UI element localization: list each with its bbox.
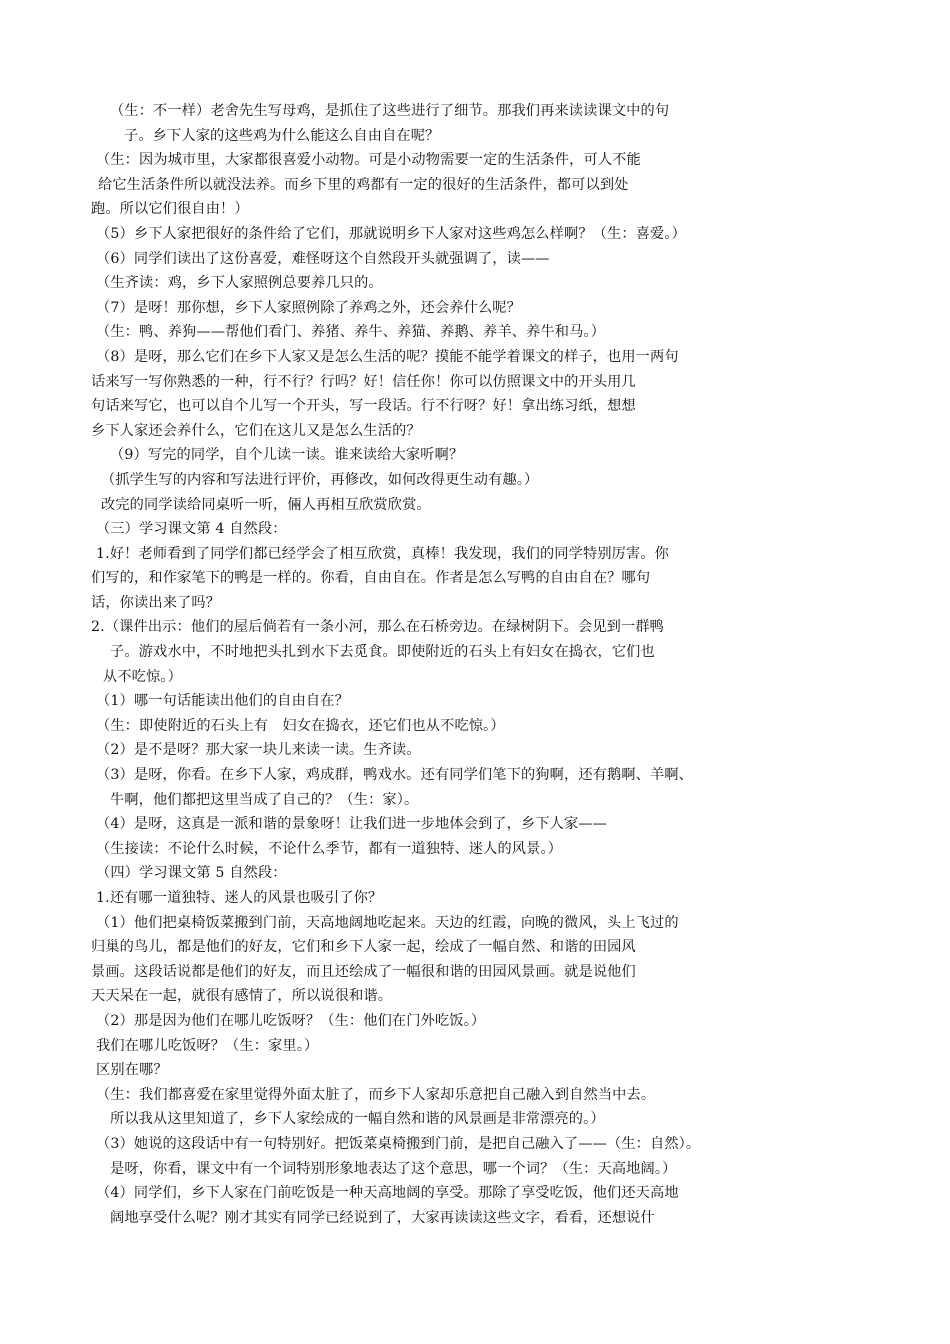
text-line: 改完的同学读给同桌听一听，倆人再相互欣赏欣赏。 [101, 496, 431, 513]
text-line: 1.还有哪一道独特、迷人的风景也吸引了你？ [96, 890, 383, 906]
text-line: 区别在哪？ [96, 1062, 168, 1079]
section-heading: （三）学习课文第 4 自然段： [96, 521, 287, 538]
text-line: 所以我从这里知道了，乡下人家绘成的一幅自然和谐的风景画是非常漂亮的。） [110, 1111, 605, 1128]
text-line: （6）同学们读出了这份喜爱，难怪呀这个自然段开头就强调了，读—— [96, 250, 550, 267]
text-line: 子。游戏水中，不时地把头扎到水下去觅食。即使附近的石头上有妇女在捣衣，它们也 [110, 644, 655, 661]
text-line: （生：不一样）老舍先生写母鸡，是抓住了这些进行了细节。那我们再来读读课文中的句 [110, 103, 670, 119]
text-line: 跑。所以它们很自由！） [91, 201, 249, 218]
text-line: 给它生活条件所以就没法养。而乡下里的鸡都有一定的很好的生活条件，都可以到处 [98, 176, 629, 193]
text-line: 天天呆在一起，就很有感情了，所以说很和谐。 [91, 988, 393, 1005]
text-line: （生接读：不论什么时候，不论什么季节，都有一道独特、迷人的风景。） [96, 840, 563, 857]
section-heading: （四）学习课文第 5 自然段： [96, 865, 287, 882]
text-line: （生齐读：鸡，乡下人家照例总要养几只的。 [96, 275, 383, 292]
text-line: （5）乡下人家把很好的条件给了它们，那就说明乡下人家对这些鸡怎么样啊？（生：喜爱。） [96, 225, 686, 242]
text-line: （生：即使附近的石头上有 妇女在捣衣，还它们也从不吃惊。） [96, 717, 505, 734]
text-line: （生：鸭、养狗——帮他们看门、养猪、养牛、养猫、养鹅、养羊、养牛和马。） [96, 324, 606, 341]
text-line: 话，你读出来了吗？ [91, 594, 221, 611]
text-line: 1.好！老师看到了同学们都已经学会了相互欣赏，真棒！我发现，我们的同学特别厉害。你 [96, 545, 670, 562]
text-line: （7）是呀！那你想，乡下人家照例除了养鸡之外，还会养什么呢？ [96, 299, 521, 316]
text-line: 牛啊，他们都把这里当成了自己的？（生：家）。 [110, 791, 419, 808]
text-line: （生：因为城市里，大家都很喜爱小动物。可是小动物需要一定的生活条件，可人不能 [96, 152, 641, 169]
text-line: 阔地享受什么呢？刚才其实有同学已经说到了，大家再读读这些文字，看看，还想说什 [110, 1209, 655, 1226]
text-line: 归巢的鸟儿，都是他们的好友，它们和乡下人家一起，绘成了一幅自然、和谐的田园风 [91, 939, 636, 956]
text-line: 句话来写它，也可以自个儿写一个开头，写一段话。行不行呀？好！拿出练习纸，想想 [91, 398, 636, 415]
text-line: （1）哪一句话能读出他们的自由自在？ [96, 693, 349, 710]
text-line: （2）是不是呀？那大家一块儿来读一读。生齐读。 [96, 742, 421, 759]
text-line: 们写的，和作家笔下的鸭是一样的。你看，自由自在。作者是怎么写鸭的自由自在？哪句 [91, 570, 651, 587]
text-line: 子。乡下人家的这些鸡为什么能这么自由自在呢？ [124, 127, 440, 144]
lesson-text [0, 99, 950, 1230]
text-line: （8）是呀，那么它们在乡下人家又是怎么生活的呢？摸能不能学着课文的样子，也用一两句 [96, 348, 679, 365]
text-line: （生：我们都喜爱在家里觉得外面太脏了，而乡下人家却乐意把自己融入到自然当中去。 [96, 1086, 656, 1103]
text-line: （4）是呀，这真是一派和谐的景象呀！让我们进一步地体会到了，乡下人家—— [96, 816, 607, 833]
text-line: （2）那是因为他们在哪儿吃饭呀？（生：他们在门外吃饭。） [96, 1012, 486, 1029]
text-line: （3）是呀，你看。在乡下人家，鸡成群，鸭戏水。还有同学们笔下的狗啊，还有鹅啊、羊啊、 [96, 767, 694, 784]
text-line: 是呀，你看，课文中有一个词特别形象地表达了这个意思，哪一个词？（生：天高地阔。） [110, 1160, 677, 1177]
text-line: （3）她说的这段话中有一句特别好。把饭菜桌椅搬到门前，是把自己融入了——（生：自然）。 [96, 1135, 701, 1152]
text-line: （1）他们把桌椅饭菜搬到门前，天高地阔地吃起来。天边的红霞，向晚的微风，头上飞过的 [96, 914, 679, 931]
text-line: 从不吃惊。） [103, 668, 182, 685]
text-line: （4）同学们，乡下人家在门前吃饭是一种天高地阔的享受。那除了享受吃饭，他们还天高地 [96, 1185, 679, 1202]
text-line: 景画。这段话说都是他们的好友，而且还绘成了一幅很和谐的田园风景画。就是说他们 [91, 963, 636, 980]
text-line: （抓学生写的内容和写法进行评价，再修改，如何改得更生动有趣。） [101, 471, 539, 488]
text-line: 2.（课件出示：他们的屋后倘若有一条小河，那么在石桥旁边。在绿树阴下。会见到一群鸭 [91, 619, 665, 636]
text-line: （9）写完的同学，自个儿读一读。谁来读给大家听啊？ [110, 447, 464, 464]
text-line: 我们在哪儿吃饭呀？（生：家里。） [96, 1037, 319, 1054]
text-line: 话来写一写你熟悉的一种，行不行？行吗？好！信任你！你可以仿照课文中的开头用几 [91, 373, 636, 390]
text-line: 乡下人家还会养什么，它们在这儿又是怎么生活的？ [91, 422, 421, 439]
